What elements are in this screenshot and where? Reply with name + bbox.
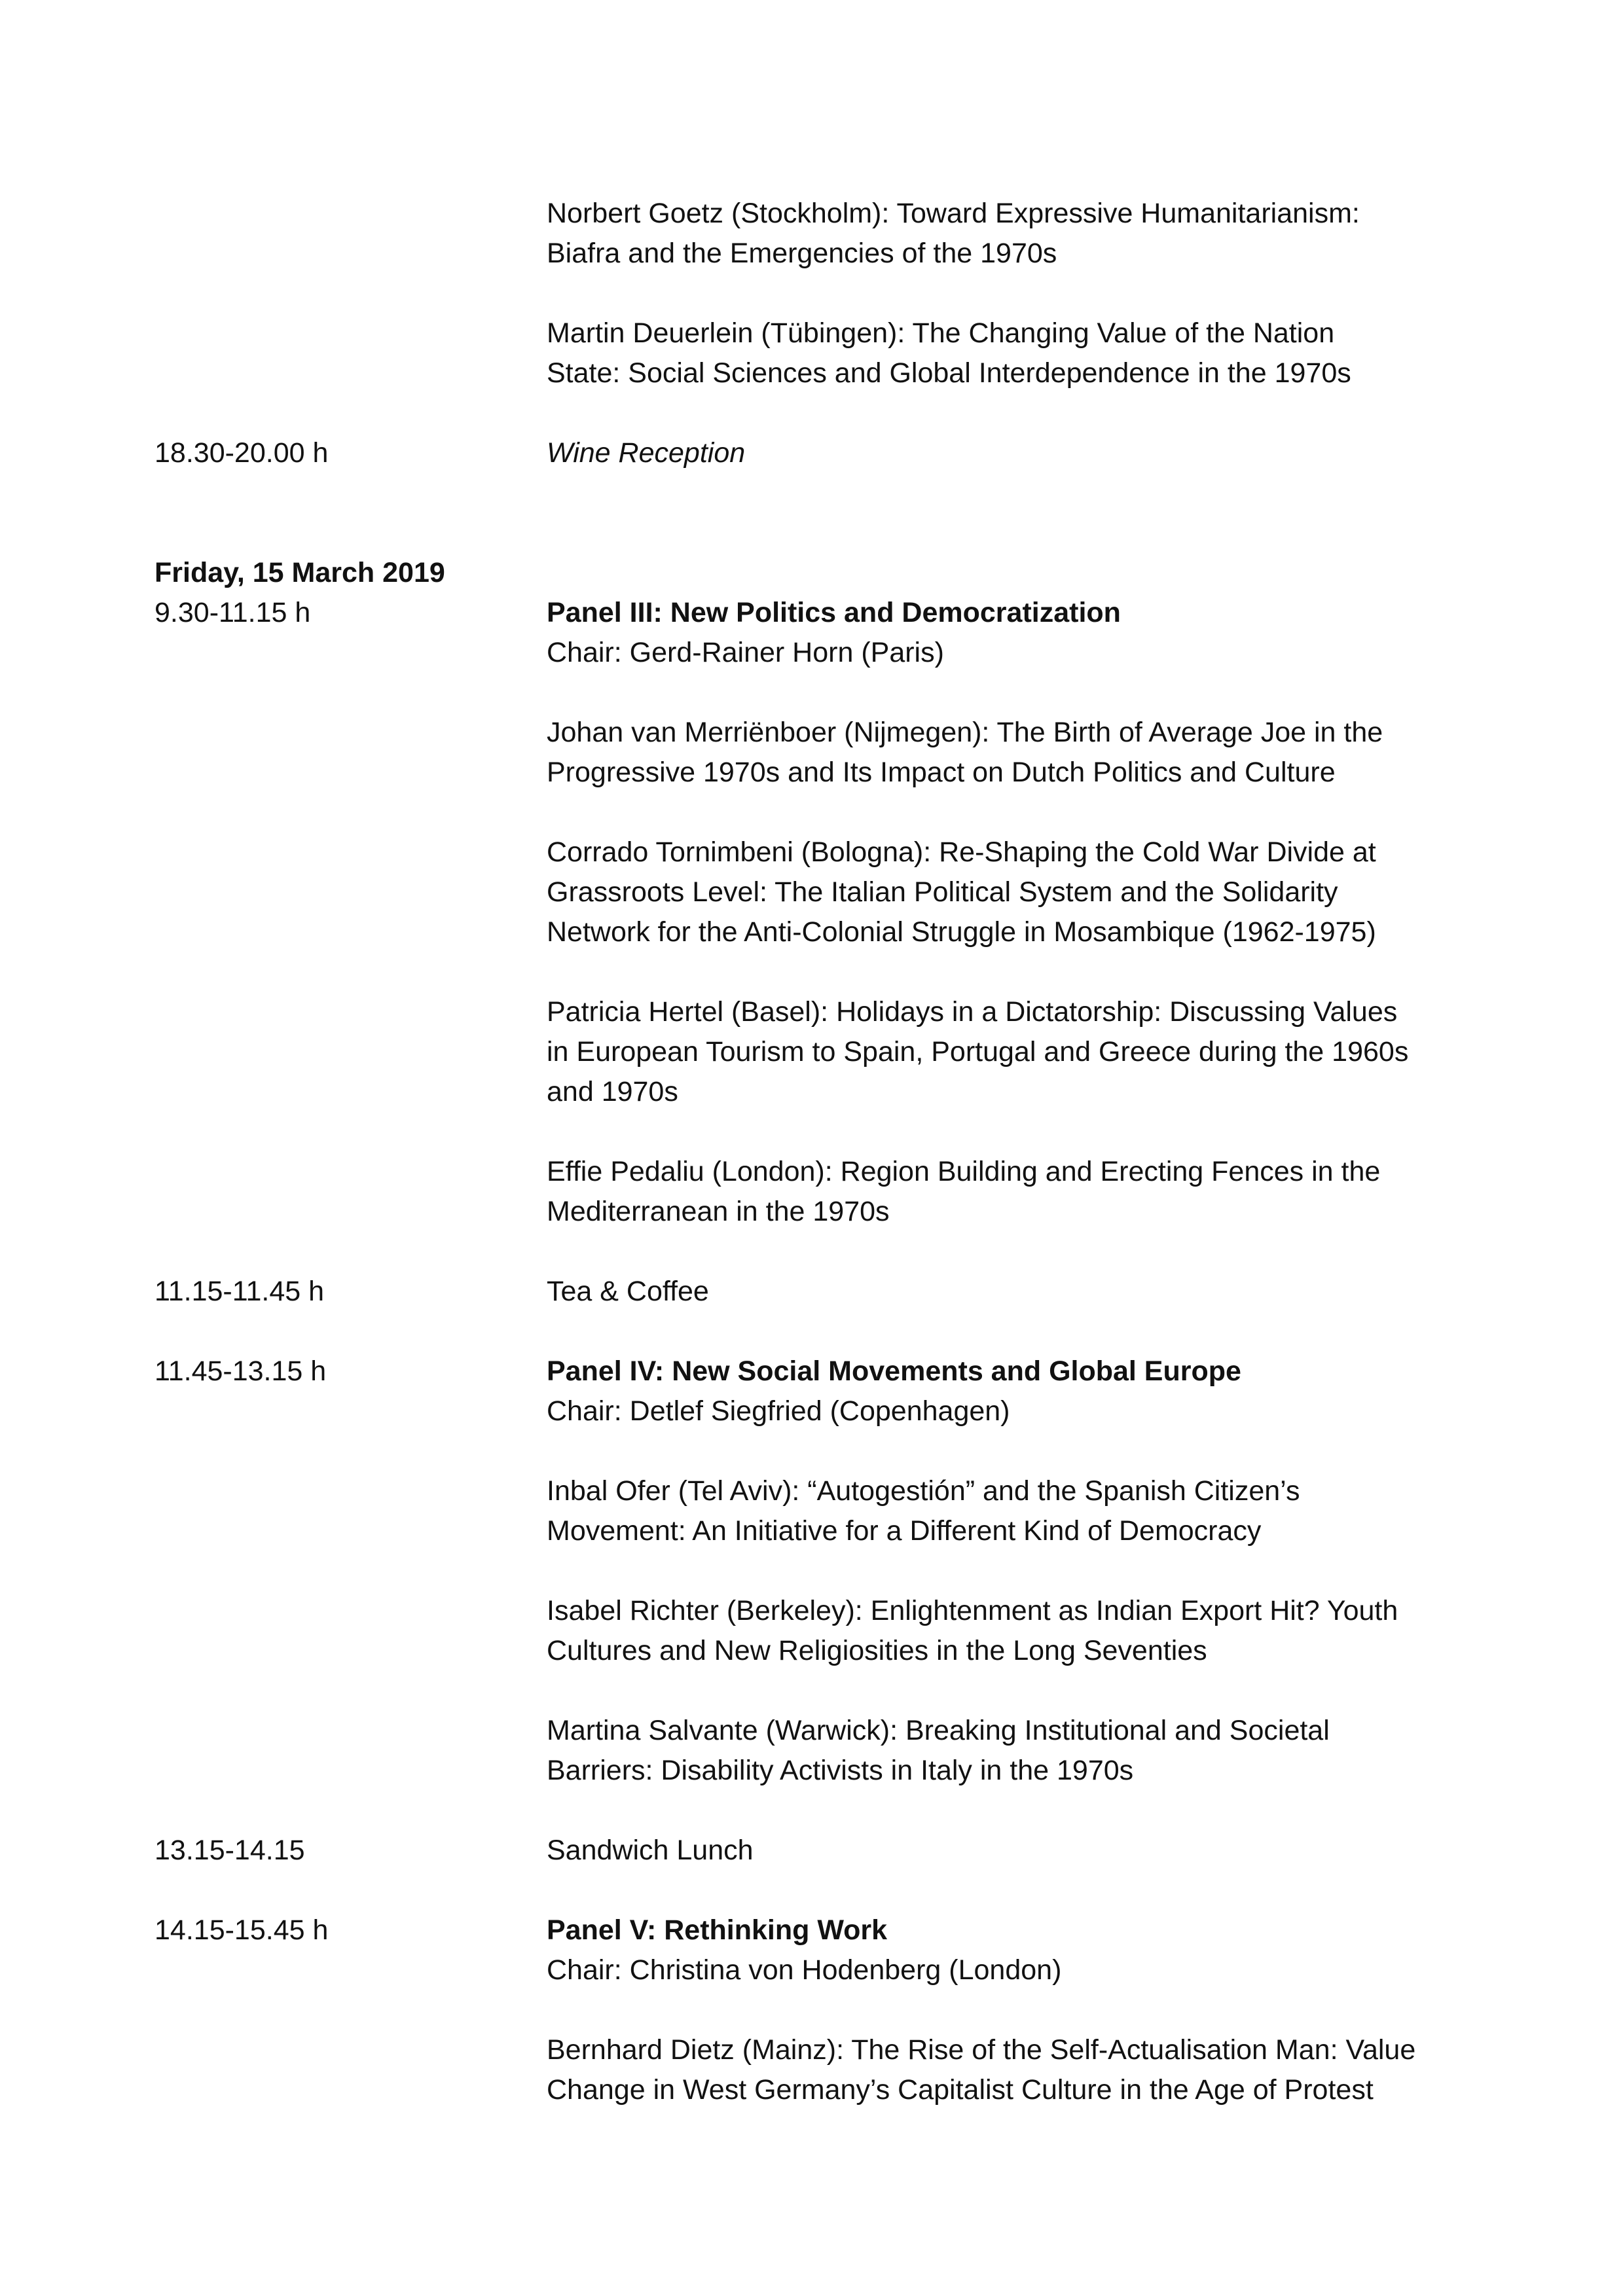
talk-goetz: Norbert Goetz (Stockholm): Toward Expressive Humanitarianism: Biafra and the Emergencies of the 1970s <box>547 198 1360 269</box>
panel3-talk: Johan van Merriënboer (Nijmegen): The Birth of Average Joe in the Progressive 1970s and Its Impact on Dutch Politics and Culture <box>547 717 1383 788</box>
break1-title: Tea & Coffee <box>547 1276 709 1307</box>
panel5-talk: Bernhard Dietz (Mainz): The Rise of the Self-Actualisation Man: Value Change in West Germany’s Capitalist Culture in the Age of Protest <box>547 2034 1416 2106</box>
panel3-talk: Corrado Tornimbeni (Bologna): Re-Shaping the Cold War Divide at Grassroots Level: The Italian Political System and the Solidarity Network for the Anti-Colonial Struggle in Mosambique (1962-1975) <box>547 836 1376 948</box>
panel3-talk: Effie Pedaliu (London): Region Building and Erecting Fences in the Mediterranean in the 1970s <box>547 1156 1381 1227</box>
panel5-title: Panel V: Rethinking Work <box>547 1914 888 1946</box>
panel5-chair: Chair: Christina von Hodenberg (London) <box>547 1954 1062 1986</box>
talk-deuerlein: Martin Deuerlein (Tübingen): The Changing Value of the Nation State: Social Sciences and Global Interdependence in the 1970s <box>547 317 1351 389</box>
panel3-title: Panel III: New Politics and Democratization <box>547 597 1121 628</box>
lunch-time: 13.15-14.15 <box>155 1835 305 1866</box>
panel4-talk: Isabel Richter (Berkeley): Enlightenment as Indian Export Hit? Youth Cultures and New Religiosities in the Long Seventies <box>547 1595 1398 1666</box>
panel5-time: 14.15-15.45 h <box>155 1914 329 1946</box>
panel4-talk: Inbal Ofer (Tel Aviv): “Autogestión” and the Spanish Citizen’s Movement: An Initiative for a Different Kind of Democracy <box>547 1475 1300 1547</box>
panel4-talk: Martina Salvante (Warwick): Breaking Institutional and Societal Barriers: Disability Activists in Italy in the 1970s <box>547 1715 1330 1786</box>
reception-title: Wine Reception <box>547 437 746 469</box>
lunch-title: Sandwich Lunch <box>547 1835 754 1866</box>
day-heading: Friday, 15 March 2019 <box>155 557 445 588</box>
reception-time: 18.30-20.00 h <box>155 437 329 469</box>
panel4-title: Panel IV: New Social Movements and Global Europe <box>547 1355 1241 1387</box>
panel3-talk: Patricia Hertel (Basel): Holidays in a Dictatorship: Discussing Values in European Tourism to Spain, Portugal and Greece during the 1960s and 1970s <box>547 996 1409 1107</box>
panel3-chair: Chair: Gerd-Rainer Horn (Paris) <box>547 637 944 668</box>
panel4-chair: Chair: Detlef Siegfried (Copenhagen) <box>547 1395 1010 1427</box>
panel4-time: 11.45-13.15 h <box>155 1355 327 1387</box>
panel3-time: 9.30-11.15 h <box>155 597 311 628</box>
break1-time: 11.15-11.45 h <box>155 1276 325 1307</box>
